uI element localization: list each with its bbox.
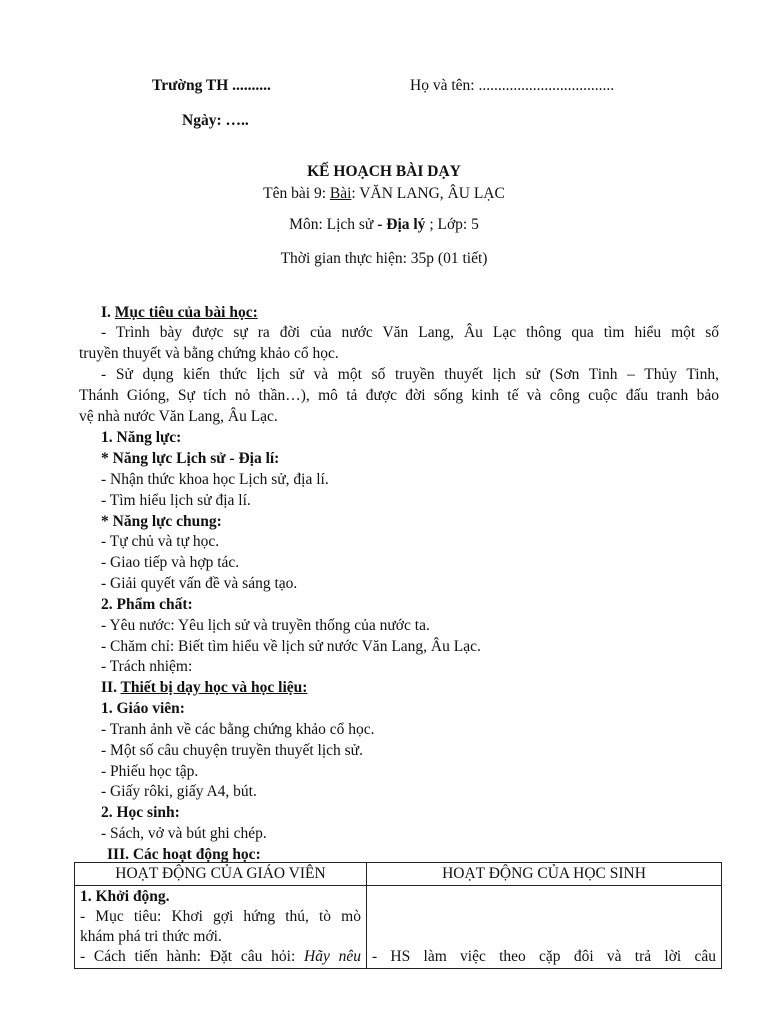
competence-heading: 1. Năng lực: [101, 429, 182, 446]
subject-line [0, 216, 768, 234]
section3-heading: III. Các hoạt động học: [107, 846, 261, 863]
method-question: Hãy nêu [304, 948, 361, 965]
goal-line1: - Mục tiêu: Khơi gợi hứng thú, tò mò [80, 908, 361, 925]
school-name: Trường TH .......... [152, 77, 271, 94]
student-heading: 2. Học sinh: [101, 804, 180, 821]
teacher-heading: 1. Giáo viên: [101, 700, 185, 717]
list-item: - Giải quyết vấn đề và sáng tạo. [101, 575, 298, 592]
lesson-name: : VĂN LANG, ÂU LẠC [351, 185, 505, 202]
student-name-label: Họ và tên: ................................... [410, 77, 615, 94]
list-item: - Chăm chỉ: Biết tìm hiểu về lịch sử nước Văn Lang, Âu Lạc. [101, 638, 481, 655]
quality-heading: 2. Phẩm chất: [101, 596, 193, 613]
list-item: - Giấy rôki, giấy A4, bút. [101, 783, 257, 800]
objective1-line2: truyền thuyết và bằng chứng khảo cổ học. [79, 345, 339, 362]
list-item: - Một số câu chuyện truyền thuyết lịch sử. [101, 742, 363, 759]
table-row [75, 886, 722, 969]
lesson-prefix: Tên bài 9: [263, 185, 330, 202]
warmup-heading: 1. Khởi động. [80, 888, 170, 905]
activities-table [74, 862, 722, 969]
student-activity-cell [367, 886, 722, 969]
objective2-line1: - Sử dụng kiến thức lịch sử và một số truyền thuyết lịch sử (Sơn Tinh – Thủy Tinh, [101, 366, 719, 383]
date-label: Ngày: ….. [182, 112, 249, 129]
teacher-activity-cell [75, 886, 367, 969]
subject-grade: ; Lớp: 5 [425, 216, 479, 233]
general-competence-heading: * Năng lực chung: [101, 513, 222, 530]
section2-number: II. [101, 679, 121, 696]
list-item: - Tìm hiểu lịch sử địa lí. [101, 492, 251, 509]
section1-title: Mục tiêu của bài học: [114, 304, 258, 321]
duration-line: Thời gian thực hiện: 35p (01 tiết) [280, 250, 488, 267]
list-item: - Giao tiếp và hợp tác. [101, 554, 240, 571]
list-item: - Sách, vở và bút ghi chép. [101, 825, 267, 842]
method-prefix: - Cách tiến hành: Đặt câu hỏi: [80, 948, 305, 965]
goal-line2: khám phá tri thức mới. [80, 928, 222, 945]
lesson-title [0, 185, 768, 203]
student-response-line: - HS làm việc theo cặp đôi và trả lời câu [372, 948, 716, 965]
student-activity-header: HOẠT ĐỘNG CỦA HỌC SINH [367, 863, 722, 886]
list-item: - Nhận thức khoa học Lịch sử, địa lí. [101, 471, 329, 488]
subject-history: Môn: Lịch sử [289, 216, 378, 233]
section1-number: I. [101, 304, 115, 321]
list-item: - Tự chủ và tự học. [101, 533, 220, 550]
subject-geography: - Địa lý [377, 216, 426, 233]
list-item: - Tranh ảnh về các bằng chứng khảo cổ học. [101, 721, 375, 738]
teacher-activity-header: HOẠT ĐỘNG CỦA GIÁO VIÊN [75, 863, 367, 886]
list-item: - Trách nhiệm: [101, 658, 193, 675]
method-line [80, 947, 361, 967]
history-competence-heading: * Năng lực Lịch sử - Địa lí: [101, 450, 280, 467]
objective2-line2: Thánh Gióng, Sự tích nỏ thần…), mô tả được đời sống kinh tế và công cuộc đấu tranh bảo [79, 387, 719, 404]
objective2-line3: vệ nhà nước Văn Lang, Âu Lạc. [79, 408, 278, 425]
section1-heading [101, 303, 741, 323]
document-title: KẾ HOẠCH BÀI DẠY [307, 163, 461, 180]
section2-heading [101, 678, 741, 698]
list-item: - Yêu nước: Yêu lịch sử và truyền thống của nước ta. [101, 617, 430, 634]
list-item: - Phiếu học tập. [101, 763, 199, 780]
section2-title: Thiết bị dạy học và học liệu: [120, 679, 308, 696]
table-header-row [75, 863, 722, 886]
lesson-word: Bài [329, 185, 352, 202]
objective1-line1: - Trình bày được sự ra đời của nước Văn Lang, Âu Lạc thông qua tìm hiểu một số [101, 324, 719, 341]
